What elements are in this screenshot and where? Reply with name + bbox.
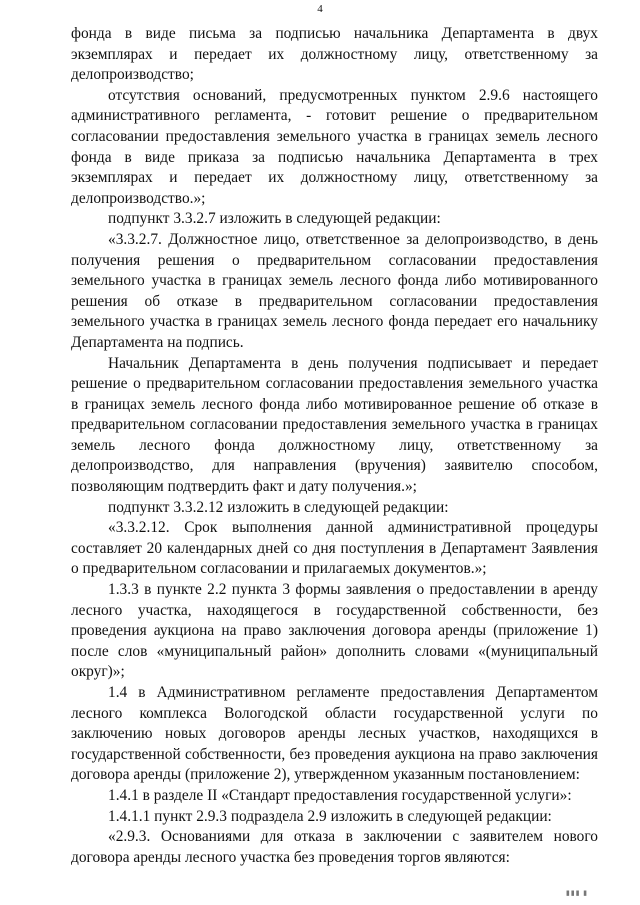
paragraph-8: 1.3.3 в пункте 2.2 пункта 3 формы заявления о предоставлении в аренду лесного участка, находящегося в государственной собственности, без проведения аукциона на право заключения договора аренды (приложение 1) после слов «муниципальный район» дополнить словами «(муниципальный округ)»;: [71, 581, 598, 681]
page-number: 4: [317, 3, 323, 15]
paragraph-9: 1.4 в Административном регламенте предоставления Департаментом лесного комплекса Вологодской области государственной услуги по заключению новых договоров аренды лесных участков, находящихся в государственной собственности, без проведения аукциона на право заключения договора аренды (приложение 2), утвержденном указанным постановлением:: [71, 684, 598, 784]
paragraph-10: 1.4.1 в разделе II «Стандарт предоставления государственной услуги»:: [108, 786, 572, 804]
document-body: [71, 24, 598, 868]
paragraph-5: Начальник Департамента в день получения подписывает и передает решение о предварительном согласовании предоставления земельного участка в границах земель лесного фонда либо мотивированное решение об отказе в предварительном согласовании предоставления земельного участка в границах земель лесного фонда должностному лицу, ответственному за делопроизводство, для направления (вручения) заявителю способом, позволяющим подтвердить факт и дату получения.»;: [71, 354, 598, 496]
paragraph-11: 1.4.1.1 пункт 2.9.3 подраздела 2.9 изложить в следующей редакции:: [108, 807, 552, 825]
paragraph-7: «3.3.2.12. Срок выполнения данной административной процедуры составляет 20 календарных дней со дня поступления в Департамент Заявления о предварительном согласовании и прилагаемых документов.»;: [71, 519, 598, 578]
paragraph-6: подпункт 3.3.2.12 изложить в следующей редакции:: [108, 498, 449, 516]
paragraph-3: подпункт 3.3.2.7 изложить в следующей редакции:: [108, 210, 441, 228]
paragraph-4: «3.3.2.7. Должностное лицо, ответственное за делопроизводство, в день получения решения о предварительном согласовании предоставления земельного участка в границах земель лесного фонда либо мотивированного решения об отказе в предварительном согласовании предоставления земельного участка в границах земель лесного фонда передает его начальнику Департамента на подпись.: [71, 230, 598, 351]
paragraph-1: фонда в виде письма за подписью начальника Департамента в двух экземплярах и передает их должностному лицу, ответственному за делопроизводство;: [71, 25, 598, 84]
scan-mark: ▮▮▮ ▮: [566, 889, 589, 897]
paragraph-2: отсутствия оснований, предусмотренных пунктом 2.9.6 настоящего административного регламента, - готовит решение о предварительном согласовании предоставления земельного участка в границах земель лесного фонда в виде приказа за подписью начальника Департамента в трех экземплярах и передает их должностному лицу, ответственному за делопроизводство.»;: [71, 86, 598, 207]
paragraph-12: «2.9.3. Основаниями для отказа в заключении с заявителем нового договора аренды лесного участка без проведения торгов являются:: [71, 828, 598, 866]
